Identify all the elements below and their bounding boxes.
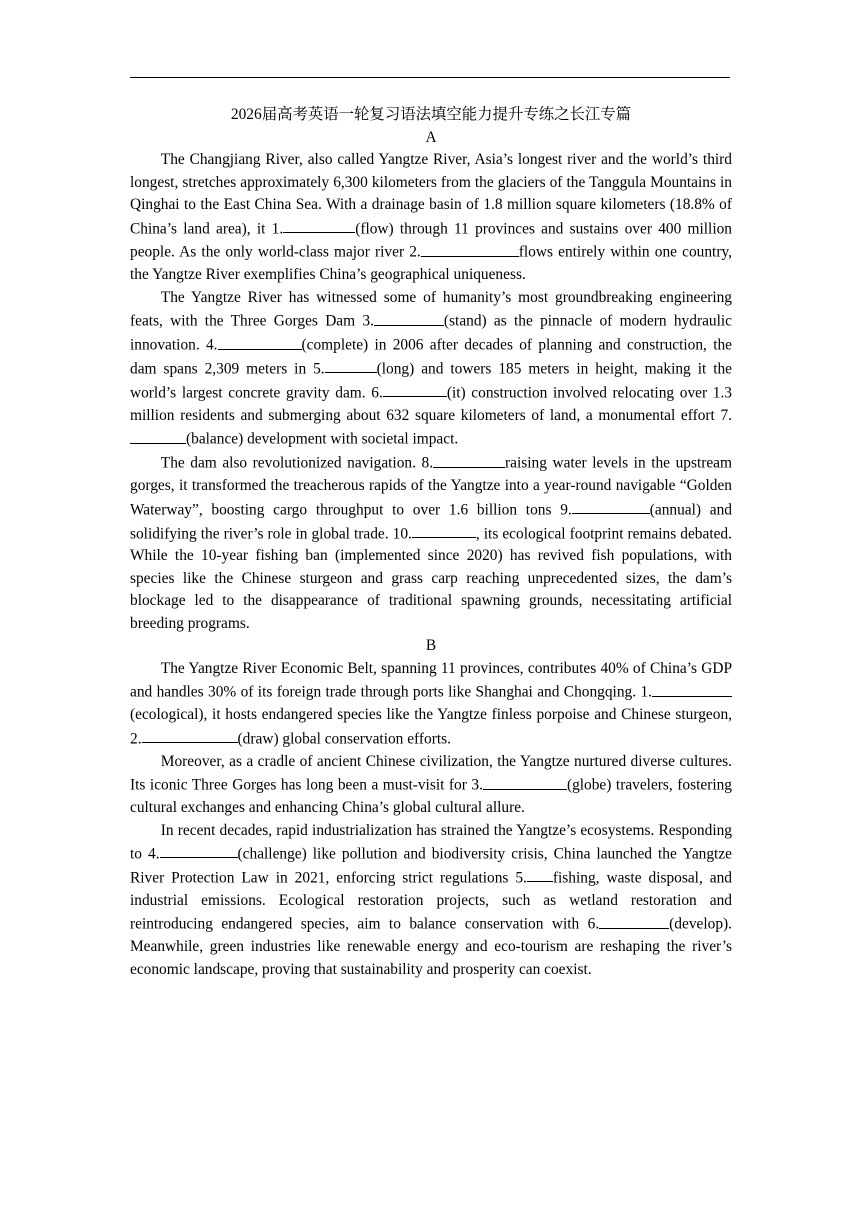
answer-blank-b6[interactable] <box>599 912 669 928</box>
text-run: The Yangtze River has witnessed some of humanity’s most groundbreaking engineering feats, with the Three Gorges Dam 3. <box>130 288 732 330</box>
answer-blank-b1[interactable] <box>652 680 732 696</box>
header-rule <box>130 77 730 78</box>
text-run: (stand) as the pinnacle of modern hydraulic innovation. 4. <box>130 312 732 354</box>
passage-a-paragraph-1 <box>130 149 732 287</box>
answer-blank-a6[interactable] <box>383 381 447 397</box>
answer-blank-a2[interactable] <box>421 240 519 256</box>
text-run: raising water levels in the upstream gorges, it transformed the treacherous rapids of the Yangtze into a year-round navigable “Golden Waterway”, boosting cargo throughput to over 1.6 billion tons 9. <box>130 454 732 519</box>
text-run: (balance) development with societal impact. <box>186 430 459 448</box>
document-title: 2026届高考英语一轮复习语法填空能力提升专练之长江专篇 <box>230 106 632 123</box>
text-run: In recent decades, rapid industrialization has strained the Yangtze’s ecosystems. Responding to 4. <box>130 821 732 863</box>
passage-b-paragraph-1 <box>130 658 732 751</box>
answer-blank-b4[interactable] <box>160 842 238 858</box>
text-run: (ecological), it hosts endangered species like the Yangtze finless porpoise and Chinese sturgeon, 2. <box>130 706 732 748</box>
passage-b-paragraph-3 <box>130 820 732 982</box>
text-run: fishing, waste disposal, and industrial emissions. Ecological restoration projects, such as wetland restoration and reintroducing endangered species, aim to balance conservation with 6. <box>130 869 733 933</box>
text-run: The Changjiang River, also called Yangtze River, Asia’s longest river and the world’s third longest, stretches approximately 6,300 kilometers from the glaciers of the Tanggula Mountains in Qinghai to the East China Sea. With a drainage basin of 1.8 million square kilometers (18.8% of China’s land area), it 1. <box>130 151 732 237</box>
text-run: (draw) global conservation efforts. <box>237 730 451 748</box>
text-run: The Yangtze River Economic Belt, spanning 11 provinces, contributes 40% of China’s GDP and handles 30% of its foreign trade through ports like Shanghai and Chongqing. 1. <box>130 659 732 701</box>
passage-a-paragraph-3 <box>130 451 732 635</box>
section-heading-a: A <box>425 128 437 146</box>
answer-blank-a3[interactable] <box>374 309 444 325</box>
answer-blank-a5[interactable] <box>325 357 377 373</box>
section-heading-b: B <box>425 637 437 655</box>
answer-blank-b5[interactable] <box>527 866 553 882</box>
answer-blank-b3[interactable] <box>483 773 567 789</box>
text-run: Moreover, as a cradle of ancient Chinese civilization, the Yangtze nurtured diverse cultures. Its iconic Three Gorges has long been a must-visit for 3. <box>130 752 732 794</box>
text-run: The dam also revolutionized navigation. 8. <box>160 454 434 472</box>
text-run: (long) and towers 185 meters in height, making it the world’s largest concrete gravity dam. 6. <box>130 360 732 402</box>
text-run: (flow) through 11 provinces and sustains over 400 million people. As the only world-class major river 2. <box>130 219 732 261</box>
document-page <box>130 104 732 981</box>
answer-blank-a10[interactable] <box>412 522 476 538</box>
passage-b-paragraph-2 <box>130 751 732 820</box>
answer-blank-a8[interactable] <box>433 451 505 467</box>
text-run: (challenge) like pollution and biodiversity crisis, China launched the Yangtze River Protection Law in 2021, enforcing strict regulations 5. <box>130 845 732 887</box>
text-run: (develop). Meanwhile, green industries like renewable energy and eco-tourism are reshaping the river’s economic landscape, proving that sustainability and prosperity can coexist. <box>130 915 732 978</box>
passage-a-paragraph-2 <box>130 287 732 451</box>
answer-blank-a4[interactable] <box>218 333 302 349</box>
text-run: flows entirely within one country, the Yangtze River exemplifies China’s geographical uniqueness. <box>130 243 732 284</box>
answer-blank-a7[interactable] <box>130 427 186 443</box>
text-run: (annual) and solidifying the river’s role in global trade. 10. <box>130 501 732 542</box>
text-run: (it) construction involved relocating over 1.3 million residents and submerging about 632 square kilometers of land, a monumental effort 7. <box>130 384 732 424</box>
text-run: (globe) travelers, fostering cultural exchanges and enhancing China’s global cultural allure. <box>130 776 732 817</box>
answer-blank-a9[interactable] <box>572 498 650 514</box>
answer-blank-a1[interactable] <box>283 217 355 233</box>
text-run: (complete) in 2006 after decades of planning and construction, the dam spans 2,309 meters in 5. <box>130 336 732 378</box>
answer-blank-b2[interactable] <box>142 727 238 743</box>
text-run: , its ecological footprint remains debated. While the 10-year fishing ban (implemented since 2020) has revived fish populations, with species like the Chinese sturgeon and grass carp reaching unprecedented sizes, the dam’s blockage led to the disappearance of traditional spawning grounds, necessitating artificial breeding programs. <box>130 524 732 632</box>
